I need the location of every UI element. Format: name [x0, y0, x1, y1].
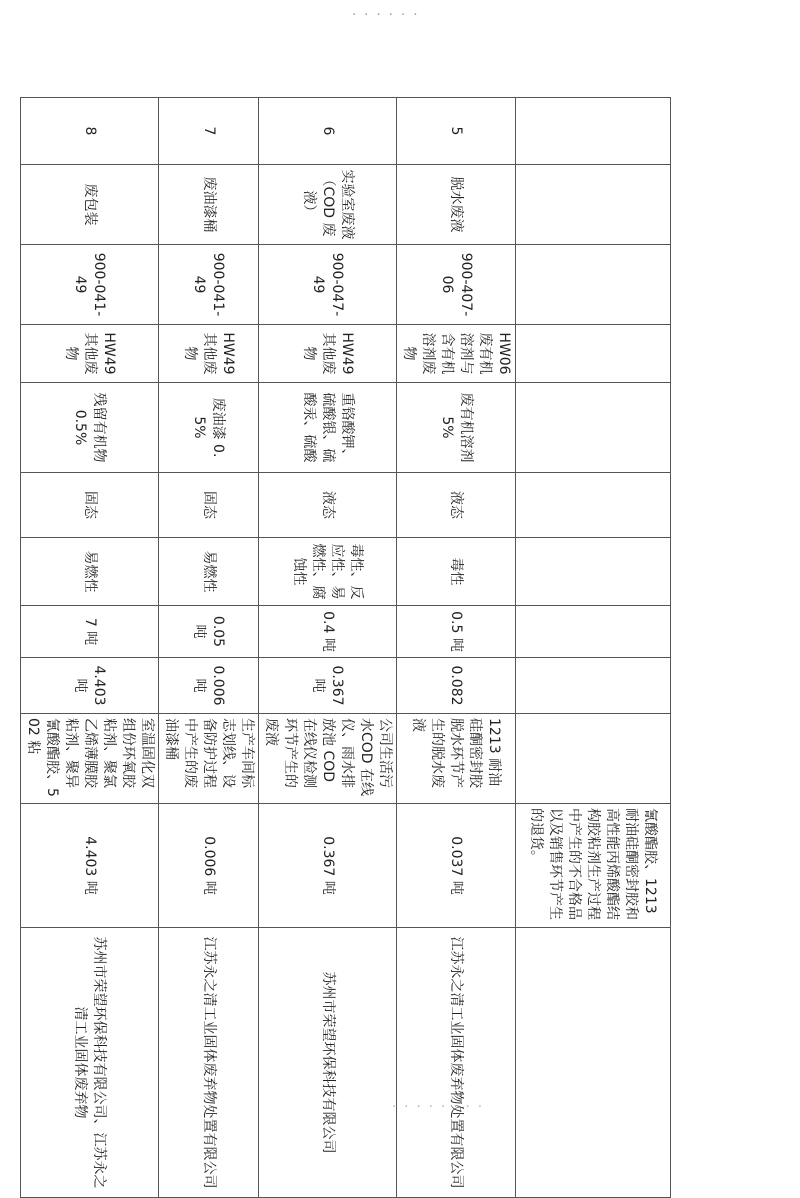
form-cell: 液态: [397, 473, 516, 538]
property-cell: 易燃性: [21, 538, 159, 606]
hazardous-waste-table: [20, 97, 671, 1198]
table-row: [21, 98, 159, 1198]
annual-amount-cell: 0.5 吨: [397, 606, 516, 658]
source-cell: 室温固化双组份环氧胶粘剂、聚氯乙烯薄膜胶粘剂、聚异氰酸酯胶、502 粘: [21, 714, 159, 804]
name-cell: 废包装: [21, 165, 159, 245]
property-cell: 毒性: [397, 538, 516, 606]
company-cell: 江苏永之清工业固体废弃物处置有限公司: [159, 928, 259, 1198]
disposal-amount-cell: 0.037 吨: [397, 804, 516, 928]
no-cell: 5: [397, 98, 516, 165]
source-cell: 氰酸酯胶、1213耐油硅酮密封胶和高性能丙烯酸酯结构胶粘剂生产过程中产生的不合格品以及销售环节产生的退货。: [516, 804, 671, 928]
annual-amount-cell: 7 吨: [21, 606, 159, 658]
category-cell: HW49 其他废物: [259, 325, 397, 383]
disposal-amount-cell: 0.367 吨: [259, 804, 397, 928]
component-cell: 残留有机物0.5%: [21, 383, 159, 473]
source-cell: 公司生活污水COD 在线仪、雨水排放池 COD 在线仪检测环节产生的废液: [259, 714, 397, 804]
table-row: [159, 98, 259, 1198]
actual-amount-cell: 0.082: [397, 658, 516, 714]
rotated-page-table: [25, 97, 671, 1189]
form-cell: 固态: [21, 473, 159, 538]
category-cell: HW49 其他废物: [21, 325, 159, 383]
form-cell: 液态: [259, 473, 397, 538]
disposal-amount-cell: 0.006 吨: [159, 804, 259, 928]
table-row: [397, 98, 516, 1198]
company-cell: 江苏永之清工业固体废弃物处置有限公司: [397, 928, 516, 1198]
company-cell: 苏州市荣望环保科技有限公司: [259, 928, 397, 1198]
actual-amount-cell: 0.006 吨: [159, 658, 259, 714]
form-cell: 固态: [159, 473, 259, 538]
table-row: [259, 98, 397, 1198]
disposal-amount-cell: 4.403 吨: [21, 804, 159, 928]
no-cell: 6: [259, 98, 397, 165]
name-cell: 脱水废液: [397, 165, 516, 245]
company-cell: 苏州市荣望环保科技有限公司、江苏永之清工业固体废弃物: [21, 928, 159, 1198]
name-cell: 废油漆桶: [159, 165, 259, 245]
component-cell: 废油漆 0.5%: [159, 383, 259, 473]
source-cell: 生产车间标志划线、设备防护过程中产生的废油漆桶: [159, 714, 259, 804]
code-cell: 900-041-49: [159, 245, 259, 325]
no-cell: 7: [159, 98, 259, 165]
category-cell: HW06 废有机溶剂与含有机溶剂废物: [397, 325, 516, 383]
table-row: [516, 98, 671, 1198]
scan-mark-bottom: · · · · · · · ·: [392, 1100, 484, 1115]
code-cell: 900-041-49: [21, 245, 159, 325]
property-cell: 毒性、反应性、易燃性、腐蚀性: [259, 538, 397, 606]
source-cell: 1213 耐油硅酮密封胶脱水环节产生的脱水废液: [397, 714, 516, 804]
component-cell: 重铬酸钾、硫酸银、硫酸汞、硫酸: [259, 383, 397, 473]
scan-mark-top: · · · · · ·: [352, 8, 420, 23]
no-cell: 8: [21, 98, 159, 165]
category-cell: HW49 其他废物: [159, 325, 259, 383]
code-cell: 900-047-49: [259, 245, 397, 325]
actual-amount-cell: 4.403 吨: [21, 658, 159, 714]
component-cell: 废有机溶剂5%: [397, 383, 516, 473]
code-cell: 900-407-06: [397, 245, 516, 325]
property-cell: 易燃性: [159, 538, 259, 606]
name-cell: 实验室废液（COD 废液）: [259, 165, 397, 245]
actual-amount-cell: 0.367 吨: [259, 658, 397, 714]
annual-amount-cell: 0.4 吨: [259, 606, 397, 658]
annual-amount-cell: 0.05 吨: [159, 606, 259, 658]
